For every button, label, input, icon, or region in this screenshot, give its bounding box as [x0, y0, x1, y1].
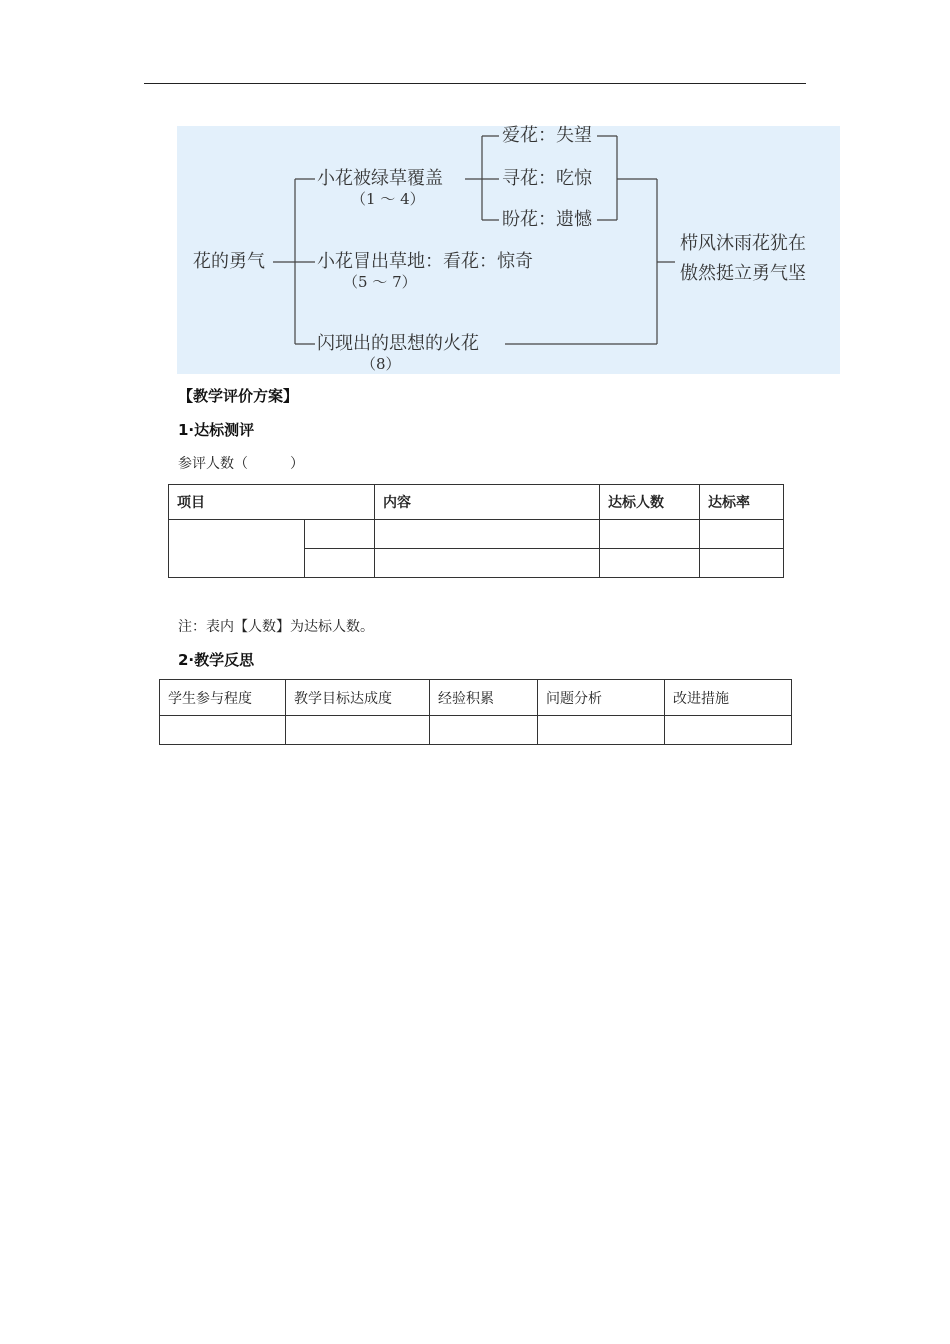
branch3-label: 闪现出的思想的火花: [317, 333, 479, 354]
table-cell[interactable]: [169, 520, 305, 578]
table-cell[interactable]: [305, 520, 375, 549]
header-problem-analysis: 问题分析: [538, 680, 665, 716]
child-3: 盼花：遗憾: [502, 209, 592, 230]
table-cell[interactable]: [286, 716, 430, 745]
header-pass-count: 达标人数: [600, 485, 700, 520]
evaluation-heading: 【教学评价方案】: [178, 387, 299, 405]
branch2-range: （5 ～ 7）: [343, 273, 417, 291]
table-cell[interactable]: [700, 549, 784, 578]
child-2: 寻花：吃惊: [502, 168, 592, 189]
table-cell[interactable]: [430, 716, 538, 745]
participants-line: 参评人数（ ）: [178, 456, 304, 472]
table-cell[interactable]: [700, 520, 784, 549]
reflection-subheading: 2·教学反思: [178, 651, 255, 669]
table-row: [160, 680, 792, 716]
table-cell[interactable]: [538, 716, 665, 745]
header-content: 内容: [375, 485, 600, 520]
table-cell[interactable]: [305, 549, 375, 578]
header-participation: 学生参与程度: [160, 680, 286, 716]
header-improvement: 改进措施: [665, 680, 792, 716]
branch3-range: （8）: [361, 355, 401, 373]
diagram-root: 花的勇气: [193, 251, 265, 272]
header-rule: [144, 83, 806, 84]
conclusion-line-1: 栉风沐雨花犹在: [680, 233, 806, 254]
assessment-subheading: 1·达标测评: [178, 421, 255, 439]
conclusion-line-2: 傲然挺立勇气坚: [680, 263, 806, 284]
table-row: [169, 520, 784, 549]
header-pass-rate: 达标率: [700, 485, 784, 520]
table-row: [169, 485, 784, 520]
branch2-label: 小花冒出草地：看花：惊奇: [317, 251, 533, 272]
table-cell[interactable]: [160, 716, 286, 745]
table-cell[interactable]: [600, 520, 700, 549]
table-cell[interactable]: [375, 520, 600, 549]
header-goal-achievement: 教学目标达成度: [286, 680, 430, 716]
table-cell[interactable]: [665, 716, 792, 745]
table-row: [160, 716, 792, 745]
assessment-table: [168, 484, 784, 578]
header-experience: 经验积累: [430, 680, 538, 716]
table-cell[interactable]: [600, 549, 700, 578]
branch1-range: （1 ～ 4）: [351, 190, 425, 208]
branch1-label: 小花被绿草覆盖: [317, 168, 443, 189]
child-1: 爱花：失望: [502, 125, 592, 146]
table-note: 注：表内【人数】为达标人数。: [178, 619, 374, 635]
structure-diagram: [177, 126, 840, 374]
reflection-table: [159, 679, 792, 745]
table-cell[interactable]: [375, 549, 600, 578]
header-item: 项目: [169, 485, 375, 520]
